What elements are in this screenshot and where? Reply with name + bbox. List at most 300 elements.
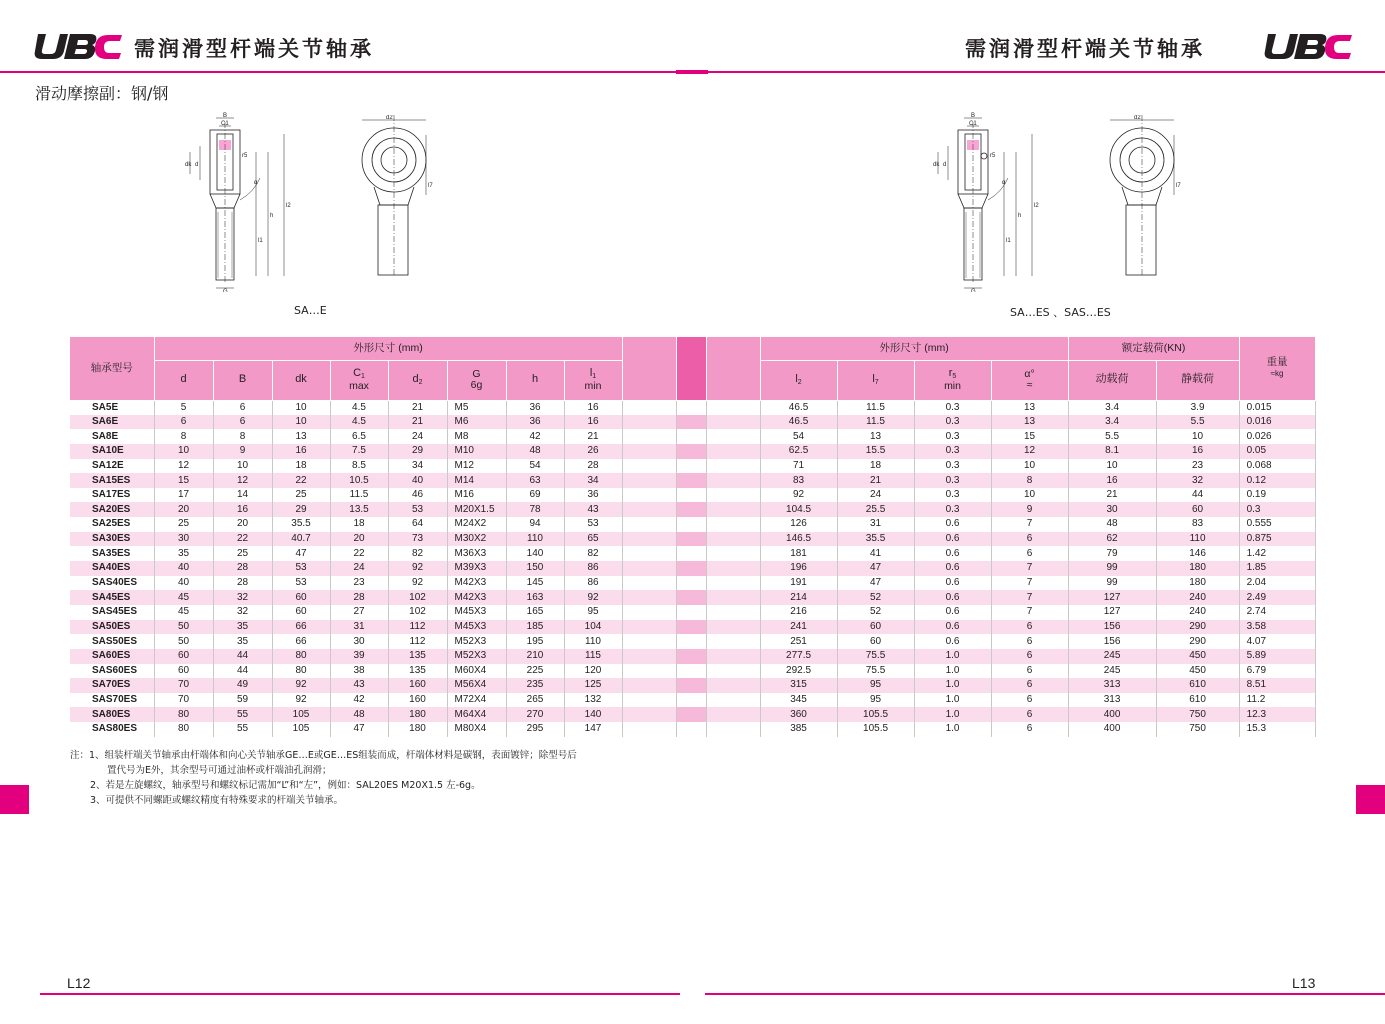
col-l7-subscript: 7 [874, 378, 879, 386]
svg-text:B: B [223, 113, 228, 119]
cell-d2: 82 [388, 546, 447, 561]
note-3: 3、可提供不同螺距或螺纹精度有特殊要求的杆端关节轴承。 [90, 795, 344, 806]
cell-alpha: 6 [991, 546, 1068, 561]
cell-dk: 66 [272, 634, 330, 649]
cell-h: 225 [506, 664, 564, 679]
cell-static-load: 240 [1156, 590, 1239, 605]
col-G-note: 6g [470, 379, 483, 391]
cell-l2: 126 [760, 517, 837, 532]
cell-alpha: 6 [991, 664, 1068, 679]
cell-G: M20X1.5 [447, 502, 506, 517]
cell-l7: 21 [837, 473, 914, 488]
center-divider-cell [676, 546, 706, 561]
cell-l1: 21 [564, 429, 622, 444]
cell-alpha: 9 [991, 502, 1068, 517]
col-alpha-symbol: α° [1024, 367, 1035, 380]
cell-B: 20 [213, 517, 272, 532]
cell-l2: 196 [760, 561, 837, 576]
cell-B: 55 [213, 722, 272, 737]
cell-dk: 105 [272, 722, 330, 737]
cell-d: 35 [154, 546, 213, 561]
cell-alpha: 6 [991, 532, 1068, 547]
center-divider-cell [676, 400, 706, 415]
svg-text:d2: d2 [386, 115, 393, 121]
cell-r5: 1.0 [914, 722, 991, 737]
cell-G: M8 [447, 429, 506, 444]
table-row [70, 576, 1315, 591]
cell-G: M64X4 [447, 707, 506, 722]
cell-h: 210 [506, 649, 564, 664]
cell-l7: 47 [837, 576, 914, 591]
cell-d2: 92 [388, 561, 447, 576]
cell-l2: 251 [760, 634, 837, 649]
cell-d: 20 [154, 502, 213, 517]
cell-l7: 75.5 [837, 649, 914, 664]
svg-text:d: d [195, 162, 199, 168]
table-row [70, 707, 1315, 722]
cell-dk: 22 [272, 473, 330, 488]
table-row [70, 678, 1315, 693]
cell-dk: 53 [272, 561, 330, 576]
center-divider-cell [676, 649, 706, 664]
cell-dk: 53 [272, 576, 330, 591]
cell-l7: 47 [837, 561, 914, 576]
cell-G: M10 [447, 444, 506, 459]
table-row [70, 649, 1315, 664]
center-divider-cell [676, 502, 706, 517]
drawing-caption-left: SA…E [294, 304, 327, 317]
spacer-cell [706, 473, 760, 488]
drawing-caption-right: SA…ES 、SAS…ES [1010, 306, 1111, 319]
svg-text:l1: l1 [1006, 238, 1011, 244]
cell-C1: 11.5 [330, 488, 388, 503]
header-spacer-right [706, 337, 760, 400]
cell-dk: 80 [272, 649, 330, 664]
notes-block [70, 748, 577, 808]
cell-d: 50 [154, 620, 213, 635]
cell-static-load: 10 [1156, 429, 1239, 444]
cell-G: M16 [447, 488, 506, 503]
cell-h: 110 [506, 532, 564, 547]
col-weight-unit: ≈kg [1270, 369, 1284, 379]
cell-l1: 65 [564, 532, 622, 547]
cell-l7: 13 [837, 429, 914, 444]
spacer-cell [706, 678, 760, 693]
cell-l1: 53 [564, 517, 622, 532]
cell-l2: 46.5 [760, 415, 837, 430]
cell-C1: 42 [330, 693, 388, 708]
cell-d2: 102 [388, 590, 447, 605]
cell-weight: 5.89 [1239, 649, 1315, 664]
center-divider-cell [676, 561, 706, 576]
cell-l7: 95 [837, 693, 914, 708]
cell-dynamic-load: 30 [1068, 502, 1156, 517]
cell-l7: 25.5 [837, 502, 914, 517]
cell-C1: 47 [330, 722, 388, 737]
cell-B: 32 [213, 605, 272, 620]
spacer-cell [622, 517, 676, 532]
spacer-cell [622, 664, 676, 679]
cell-B: 9 [213, 444, 272, 459]
cell-d: 80 [154, 722, 213, 737]
cell-weight: 12.3 [1239, 707, 1315, 722]
cell-l2: 83 [760, 473, 837, 488]
cell-dynamic-load: 79 [1068, 546, 1156, 561]
cell-dk: 66 [272, 620, 330, 635]
cell-r5: 0.6 [914, 576, 991, 591]
cell-dk: 60 [272, 605, 330, 620]
cell-dynamic-load: 3.4 [1068, 400, 1156, 415]
cell-model: SA20ES [70, 502, 154, 517]
cell-C1: 13.5 [330, 502, 388, 517]
svg-text:B: B [971, 113, 976, 119]
side-tab-left [0, 785, 29, 814]
cell-alpha: 13 [991, 400, 1068, 415]
cell-weight: 2.49 [1239, 590, 1315, 605]
col-G-symbol: G [472, 367, 481, 380]
cell-alpha: 6 [991, 620, 1068, 635]
cell-r5: 0.6 [914, 590, 991, 605]
cell-G: M56X4 [447, 678, 506, 693]
cell-G: M80X4 [447, 722, 506, 737]
col-model-header: 轴承型号 [70, 337, 154, 400]
center-divider-cell [676, 620, 706, 635]
cell-C1: 27 [330, 605, 388, 620]
col-l2-header [760, 360, 837, 400]
cell-alpha: 7 [991, 561, 1068, 576]
cell-h: 69 [506, 488, 564, 503]
cell-h: 235 [506, 678, 564, 693]
col-static-load-header: 静载荷 [1156, 360, 1239, 400]
col-G-header [447, 360, 506, 400]
cell-d: 60 [154, 649, 213, 664]
cell-B: 16 [213, 502, 272, 517]
cell-C1: 10.5 [330, 473, 388, 488]
cell-d2: 29 [388, 444, 447, 459]
table-row [70, 634, 1315, 649]
cell-l2: 360 [760, 707, 837, 722]
svg-text:r5: r5 [242, 153, 248, 159]
cell-alpha: 12 [991, 444, 1068, 459]
cell-l7: 31 [837, 517, 914, 532]
cell-dynamic-load: 245 [1068, 649, 1156, 664]
cell-model: SA10E [70, 444, 154, 459]
cell-model: SAS50ES [70, 634, 154, 649]
cell-static-load: 5.5 [1156, 415, 1239, 430]
cell-B: 59 [213, 693, 272, 708]
cell-l1: 28 [564, 459, 622, 474]
spacer-cell [622, 459, 676, 474]
cell-r5: 0.3 [914, 415, 991, 430]
cell-d: 10 [154, 444, 213, 459]
cell-l2: 54 [760, 429, 837, 444]
cell-d2: 160 [388, 693, 447, 708]
cell-C1: 20 [330, 532, 388, 547]
friction-pair-subtitle: 滑动摩擦副：钢/钢 [35, 84, 169, 103]
col-C1-header [330, 360, 388, 400]
cell-d: 17 [154, 488, 213, 503]
col-r5-header [914, 360, 991, 400]
cell-G: M12 [447, 459, 506, 474]
table-row [70, 473, 1315, 488]
cell-alpha: 13 [991, 415, 1068, 430]
spacer-cell [622, 488, 676, 503]
cell-dynamic-load: 313 [1068, 678, 1156, 693]
spacer-cell [622, 722, 676, 737]
svg-text:C1: C1 [969, 121, 977, 127]
spacer-cell [622, 576, 676, 591]
cell-d2: 21 [388, 415, 447, 430]
cell-dynamic-load: 99 [1068, 576, 1156, 591]
center-divider-cell [676, 722, 706, 737]
table-row [70, 532, 1315, 547]
cell-d: 8 [154, 429, 213, 444]
cell-model: SA80ES [70, 707, 154, 722]
cell-weight: 0.555 [1239, 517, 1315, 532]
cell-l7: 105.5 [837, 707, 914, 722]
table-row [70, 444, 1315, 459]
cell-static-load: 610 [1156, 693, 1239, 708]
cell-B: 22 [213, 532, 272, 547]
spacer-cell [706, 561, 760, 576]
col-dk-header: dk [272, 360, 330, 400]
cell-l7: 41 [837, 546, 914, 561]
cell-dynamic-load: 127 [1068, 590, 1156, 605]
cell-l1: 147 [564, 722, 622, 737]
cell-r5: 0.3 [914, 502, 991, 517]
cell-B: 44 [213, 664, 272, 679]
cell-l7: 60 [837, 634, 914, 649]
cell-C1: 43 [330, 678, 388, 693]
cell-r5: 0.3 [914, 400, 991, 415]
cell-l7: 11.5 [837, 415, 914, 430]
col-r5-symbol: r [948, 367, 953, 380]
cell-dk: 60 [272, 590, 330, 605]
table-row [70, 517, 1315, 532]
cell-dynamic-load: 400 [1068, 707, 1156, 722]
cell-d: 50 [154, 634, 213, 649]
note-1-continued: 置代号为E外，其余型号可通过油杯或杆端油孔润滑； [107, 765, 332, 776]
cell-r5: 1.0 [914, 678, 991, 693]
cell-weight: 0.3 [1239, 502, 1315, 517]
cell-weight: 0.12 [1239, 473, 1315, 488]
cell-dk: 13 [272, 429, 330, 444]
cell-dk: 25 [272, 488, 330, 503]
table-row [70, 664, 1315, 679]
spacer-cell [622, 620, 676, 635]
cell-l1: 110 [564, 634, 622, 649]
cell-weight: 0.015 [1239, 400, 1315, 415]
spacer-cell [622, 693, 676, 708]
cell-l7: 35.5 [837, 532, 914, 547]
center-divider-cell [676, 590, 706, 605]
cell-G: M30X2 [447, 532, 506, 547]
cell-model: SA5E [70, 400, 154, 415]
table-row [70, 488, 1315, 503]
cell-h: 165 [506, 605, 564, 620]
cell-model: SAS80ES [70, 722, 154, 737]
cell-alpha: 10 [991, 459, 1068, 474]
spacer-cell [706, 649, 760, 664]
cell-weight: 1.85 [1239, 561, 1315, 576]
cell-r5: 0.6 [914, 532, 991, 547]
header-spacer-left [622, 337, 676, 400]
header-center-mark [676, 70, 708, 74]
cell-d2: 40 [388, 473, 447, 488]
cell-dk: 40.7 [272, 532, 330, 547]
cell-G: M5 [447, 400, 506, 415]
spacer-cell [706, 693, 760, 708]
brand-logo-right [1262, 30, 1354, 62]
cell-l1: 140 [564, 707, 622, 722]
cell-r5: 0.6 [914, 634, 991, 649]
cell-d: 40 [154, 576, 213, 591]
center-divider-cell [676, 634, 706, 649]
cell-C1: 24 [330, 561, 388, 576]
col-d2-symbol: d [412, 372, 419, 385]
cell-d2: 73 [388, 532, 447, 547]
cell-weight: 0.875 [1239, 532, 1315, 547]
cell-C1: 4.5 [330, 400, 388, 415]
cell-dynamic-load: 245 [1068, 664, 1156, 679]
rod-end-side-view-drawing-left [180, 112, 300, 292]
center-divider-cell [676, 459, 706, 474]
col-l1-note: min [584, 379, 602, 392]
cell-weight: 0.016 [1239, 415, 1315, 430]
spacer-cell [622, 444, 676, 459]
cell-weight: 3.58 [1239, 620, 1315, 635]
table-row [70, 546, 1315, 561]
table-row [70, 459, 1315, 474]
cell-C1: 39 [330, 649, 388, 664]
cell-C1: 23 [330, 576, 388, 591]
cell-l7: 24 [837, 488, 914, 503]
cell-model: SA25ES [70, 517, 154, 532]
cell-B: 32 [213, 590, 272, 605]
cell-alpha: 15 [991, 429, 1068, 444]
cell-l7: 105.5 [837, 722, 914, 737]
footer-rule-left [40, 993, 680, 995]
cell-static-load: 450 [1156, 649, 1239, 664]
center-divider-cell [676, 532, 706, 547]
svg-text:l2: l2 [1034, 203, 1039, 209]
cell-C1: 48 [330, 707, 388, 722]
col-B-header: B [213, 360, 272, 400]
cell-C1: 4.5 [330, 415, 388, 430]
spacer-cell [622, 649, 676, 664]
cell-l1: 16 [564, 415, 622, 430]
cell-d: 15 [154, 473, 213, 488]
rod-end-side-view-drawing-right [928, 112, 1048, 292]
cell-r5: 0.6 [914, 517, 991, 532]
cell-B: 28 [213, 561, 272, 576]
cell-model: SA40ES [70, 561, 154, 576]
cell-l2: 46.5 [760, 400, 837, 415]
cell-model: SAS40ES [70, 576, 154, 591]
spacer-cell [622, 429, 676, 444]
col-d2-header [388, 360, 447, 400]
cell-h: 295 [506, 722, 564, 737]
cell-d2: 112 [388, 634, 447, 649]
cell-h: 185 [506, 620, 564, 635]
cell-alpha: 6 [991, 693, 1068, 708]
cell-dynamic-load: 313 [1068, 693, 1156, 708]
svg-text:C1: C1 [221, 121, 229, 127]
cell-h: 94 [506, 517, 564, 532]
header-center-mark-cell [676, 337, 706, 400]
cell-r5: 0.6 [914, 546, 991, 561]
cell-d2: 180 [388, 707, 447, 722]
cell-alpha: 7 [991, 517, 1068, 532]
cell-d2: 24 [388, 429, 447, 444]
center-divider-cell [676, 517, 706, 532]
cell-alpha: 6 [991, 649, 1068, 664]
cell-l2: 345 [760, 693, 837, 708]
col-h-header: h [506, 360, 564, 400]
cell-dk: 29 [272, 502, 330, 517]
cell-h: 195 [506, 634, 564, 649]
cell-l2: 315 [760, 678, 837, 693]
cell-l7: 95 [837, 678, 914, 693]
cell-B: 44 [213, 649, 272, 664]
cell-G: M42X3 [447, 590, 506, 605]
cell-d: 5 [154, 400, 213, 415]
col-C1-symbol: C [353, 367, 362, 380]
cell-r5: 0.6 [914, 620, 991, 635]
cell-d2: 21 [388, 400, 447, 415]
center-divider-cell [676, 444, 706, 459]
svg-text:r5: r5 [990, 153, 996, 159]
cell-l1: 125 [564, 678, 622, 693]
cell-l2: 292.5 [760, 664, 837, 679]
col-l2-subscript: 2 [797, 378, 802, 386]
svg-text:α: α [1002, 180, 1006, 186]
cell-C1: 18 [330, 517, 388, 532]
cell-weight: 15.3 [1239, 722, 1315, 737]
cell-static-load: 83 [1156, 517, 1239, 532]
center-divider-cell [676, 664, 706, 679]
spacer-cell [622, 400, 676, 415]
table-row [70, 620, 1315, 635]
cell-model: SA15ES [70, 473, 154, 488]
group-header-dims-right: 外形尺寸 (mm) [760, 337, 1068, 360]
cell-G: M72X4 [447, 693, 506, 708]
cell-alpha: 7 [991, 576, 1068, 591]
cell-alpha: 7 [991, 590, 1068, 605]
cell-h: 270 [506, 707, 564, 722]
cell-l7: 15.5 [837, 444, 914, 459]
cell-static-load: 16 [1156, 444, 1239, 459]
cell-alpha: 10 [991, 488, 1068, 503]
cell-model: SAS70ES [70, 693, 154, 708]
cell-d: 80 [154, 707, 213, 722]
cell-d2: 180 [388, 722, 447, 737]
table-row [70, 502, 1315, 517]
col-l2-symbol: l [795, 372, 798, 385]
cell-weight: 0.19 [1239, 488, 1315, 503]
cell-d2: 64 [388, 517, 447, 532]
cell-h: 36 [506, 415, 564, 430]
cell-d: 25 [154, 517, 213, 532]
cell-l2: 191 [760, 576, 837, 591]
col-r5-subscript: 5 [952, 373, 957, 381]
cell-weight: 6.79 [1239, 664, 1315, 679]
group-header-load: 额定载荷(KN) [1068, 337, 1239, 360]
cell-dk: 35.5 [272, 517, 330, 532]
cell-l1: 92 [564, 590, 622, 605]
cell-l7: 11.5 [837, 400, 914, 415]
cell-B: 14 [213, 488, 272, 503]
